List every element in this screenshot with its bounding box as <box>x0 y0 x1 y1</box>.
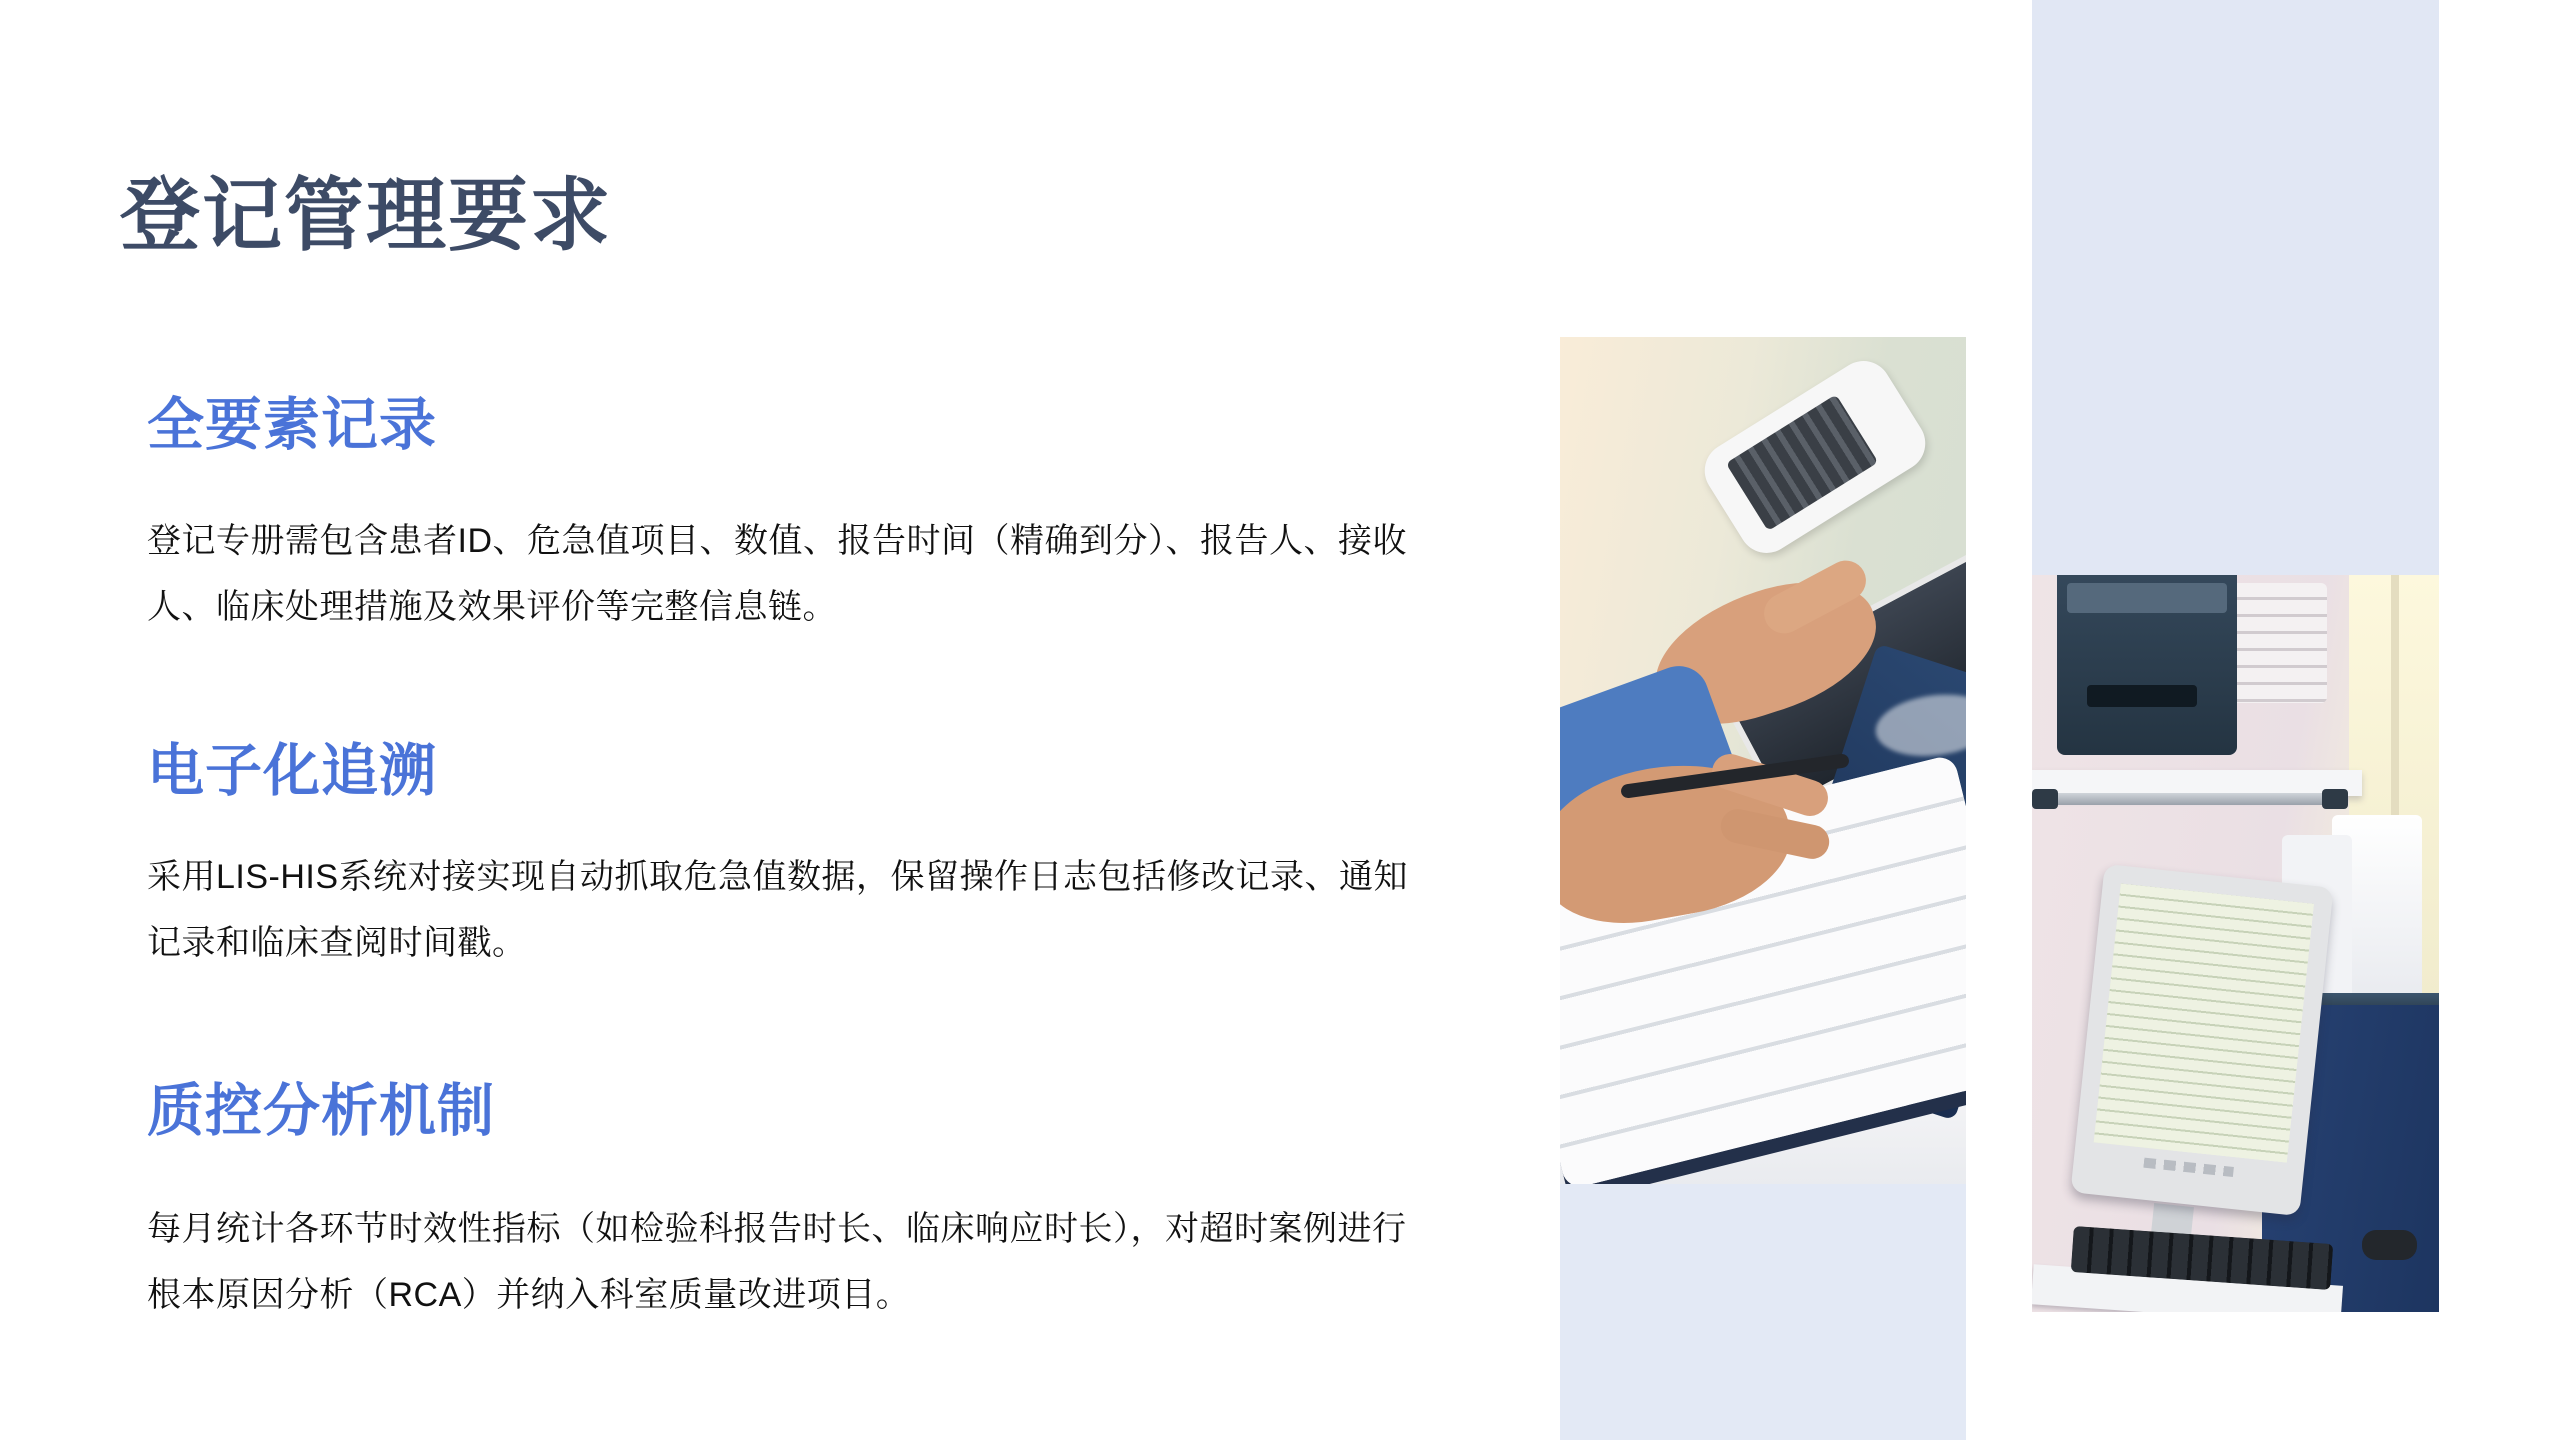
lab-workstation-photo <box>2032 575 2439 1312</box>
section-body-full-record: 登记专册需包含患者ID、危急值项目、数值、报告时间（精确到分）、报告人、接收人、临床处理措施及效果评价等完整信息链。 <box>147 522 1407 626</box>
hands-typing-photo <box>1560 337 1966 1184</box>
shelf-end-cap-right <box>2322 789 2348 809</box>
smartphone-screen <box>1726 394 1879 531</box>
lis-monitor <box>2070 864 2333 1216</box>
barcode-scanner <box>2362 1230 2417 1260</box>
section-body-electronic-trace: 采用LIS-HIS系统对接实现自动抓取危急值数据，保留操作日志包括修改记录、通知记录和临床查阅时间戳。 <box>147 858 1409 962</box>
page-title: 登记管理要求 <box>120 170 612 260</box>
section-heading-qc-analysis: 质控分析机制 <box>147 1079 495 1144</box>
label-printer <box>2057 575 2237 755</box>
printer-lid <box>2067 583 2227 613</box>
shelf-end-cap-left <box>2032 789 2058 809</box>
screen-glint <box>1872 688 1966 762</box>
shelf-rod <box>2040 793 2340 805</box>
section-heading-electronic-trace: 电子化追溯 <box>147 739 437 804</box>
smartphone <box>1694 350 1936 563</box>
monitor-buttons <box>2143 1158 2234 1177</box>
decor-panel-bottom-left <box>1560 1184 1966 1440</box>
decor-panel-top-right <box>2032 0 2439 575</box>
section-heading-full-record: 全要素记录 <box>147 393 437 458</box>
printer-slot <box>2087 685 2197 707</box>
lis-monitor-screen <box>2094 884 2314 1163</box>
section-body-qc-analysis: 每月统计各环节时效性指标（如检验科报告时长、临床响应时长），对超时案例进行根本原因分析（RCA）并纳入科室质量改进项目。 <box>147 1210 1407 1314</box>
